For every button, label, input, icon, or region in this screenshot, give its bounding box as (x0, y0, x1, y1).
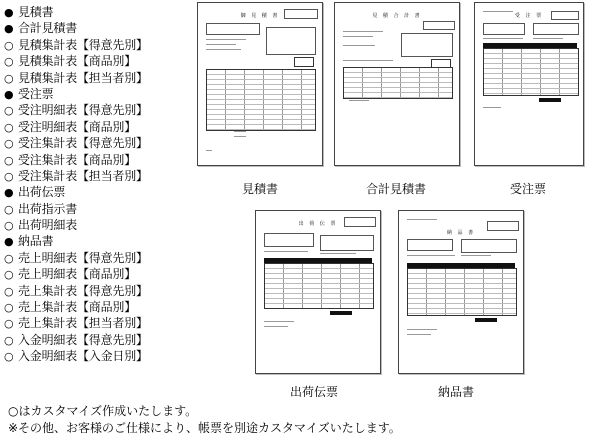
order-company-box (533, 23, 579, 35)
document-list-label: 出荷明細表 (18, 218, 78, 233)
document-list-label: 売上明細表【商品別】 (18, 267, 137, 282)
quote-thumbnail (197, 2, 323, 166)
quote-company-box (266, 27, 316, 55)
document-list-item (4, 299, 194, 315)
document-list-label: 出荷指示書 (18, 201, 78, 216)
document-list-label: 出荷伝票 (18, 185, 66, 200)
document-list-label: 売上集計表【得意先別】 (18, 283, 148, 298)
document-list-label: 合計見積書 (18, 21, 78, 36)
total-quote-items-table (343, 67, 453, 99)
quote-caption: 見積書 (241, 182, 278, 196)
custom-bullet: ○ (4, 284, 14, 298)
shipping-customer-box (264, 233, 314, 247)
document-list-item (4, 135, 194, 151)
custom-bullet: ○ (4, 317, 14, 331)
document-list-item (4, 86, 194, 102)
custom-bullet: ○ (4, 202, 14, 216)
delivery-thumbnail (398, 210, 524, 374)
note-custom: ○はカスタマイズ作成いたします。 (8, 404, 198, 418)
document-list-label: 受注票 (18, 86, 54, 101)
order-thumbnail-title: 受 注 票 (514, 13, 544, 19)
custom-bullet: ○ (4, 153, 14, 167)
custom-bullet: ○ (4, 71, 14, 85)
shipping-items-table (264, 263, 374, 309)
quote-stamp-box (294, 57, 314, 67)
document-list-label: 納品書 (18, 234, 54, 249)
shipping-header-box (344, 217, 376, 227)
delivery-caption: 納品書 (437, 385, 474, 399)
order-caption: 受注票 (509, 182, 546, 196)
delivery-thumbnail-title: 納 品 書 (446, 230, 476, 236)
custom-bullet: ○ (4, 350, 14, 364)
document-list-label: 受注明細表【得意先別】 (18, 103, 148, 118)
document-list-item (4, 217, 194, 233)
total-quote-thumbnail-title: 見 積 合 計 書 (372, 13, 422, 19)
document-list-item (4, 332, 194, 348)
document-list-item (4, 184, 194, 200)
document-list-item (4, 315, 194, 331)
document-list-label: 受注明細表【商品別】 (18, 119, 137, 134)
order-items-table (483, 48, 579, 96)
standard-bullet: ● (4, 186, 14, 200)
document-list-item (4, 102, 194, 118)
document-list-item (4, 168, 194, 184)
standard-bullet: ● (4, 235, 14, 249)
document-list-label: 受注集計表【得意先別】 (18, 136, 148, 151)
delivery-items-table (407, 268, 517, 316)
document-list-item (4, 37, 194, 53)
document-list-label: 見積集計表【商品別】 (18, 54, 137, 69)
document-list-item (4, 119, 194, 135)
total-quote-header-box (423, 21, 455, 30)
standard-bullet: ● (4, 87, 14, 101)
total-quote-caption: 合計見積書 (365, 182, 426, 196)
note-other: ※その他、お客様のご仕様により、帳票を別途カスタマイズいたします。 (8, 421, 401, 435)
document-list-label: 売上集計表【担当者別】 (18, 316, 148, 331)
custom-bullet: ○ (4, 104, 14, 118)
shipping-thumbnail-title: 出 荷 伝 票 (298, 221, 338, 227)
quote-items-table (206, 69, 316, 131)
document-list-item (4, 4, 194, 20)
total-quote-thumbnail (334, 2, 460, 166)
custom-bullet: ○ (4, 38, 14, 52)
order-header-box (551, 11, 579, 20)
custom-bullet: ○ (4, 137, 14, 151)
order-customer-box (483, 23, 525, 35)
standard-bullet: ● (4, 22, 14, 36)
document-list-item (4, 152, 194, 168)
document-list (4, 4, 194, 365)
document-list-label: 見積書 (18, 5, 54, 19)
document-list-label: 入金明細表【入金日別】 (18, 349, 148, 364)
custom-bullet: ○ (4, 251, 14, 265)
document-list-item (4, 283, 194, 299)
quote-header-box (284, 9, 318, 19)
shipping-caption: 出荷伝票 (289, 385, 338, 399)
document-list-label: 売上集計表【商品別】 (18, 300, 137, 315)
delivery-header-box (487, 221, 519, 231)
document-list-item (4, 266, 194, 282)
custom-bullet: ○ (4, 55, 14, 69)
standard-bullet: ● (4, 6, 14, 19)
document-list-item (4, 201, 194, 217)
custom-bullet: ○ (4, 219, 14, 233)
quote-customer-box (206, 23, 260, 35)
quote-thumbnail-title: 御 見 積 書 (240, 13, 280, 19)
document-list-item (4, 70, 194, 86)
custom-bullet: ○ (4, 333, 14, 347)
shipping-company-box (320, 235, 374, 251)
document-list-label: 受注集計表【担当者別】 (18, 168, 148, 183)
document-list-label: 見積集計表【得意先別】 (18, 37, 148, 52)
order-thumbnail (474, 2, 584, 166)
custom-bullet: ○ (4, 268, 14, 282)
document-list-label: 売上明細表【得意先別】 (18, 250, 148, 265)
custom-bullet: ○ (4, 169, 14, 183)
document-list-item (4, 348, 194, 364)
custom-bullet: ○ (4, 120, 14, 134)
document-list-label: 見積集計表【担当者別】 (18, 70, 148, 85)
document-list-item (4, 250, 194, 266)
document-list-item (4, 20, 194, 36)
document-list-item (4, 233, 194, 249)
document-list-item (4, 53, 194, 69)
shipping-thumbnail (255, 210, 381, 374)
delivery-customer-box (407, 239, 453, 251)
delivery-company-box (461, 239, 517, 253)
total-quote-company-box (401, 33, 453, 57)
document-list-label: 受注集計表【商品別】 (18, 152, 137, 167)
document-list-label: 入金明細表【得意先別】 (18, 332, 148, 347)
custom-bullet: ○ (4, 301, 14, 315)
